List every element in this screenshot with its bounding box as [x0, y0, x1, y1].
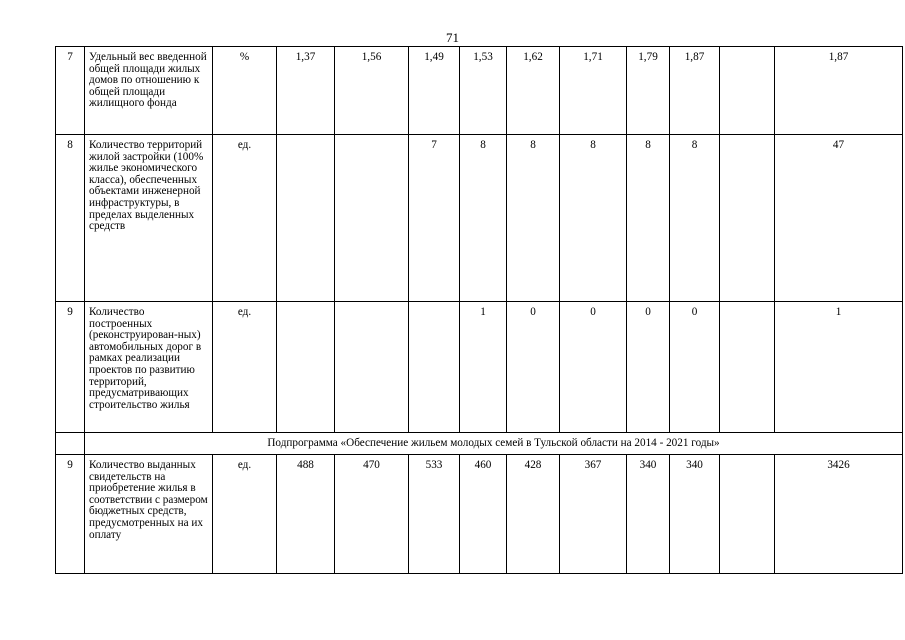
value-cell: [409, 302, 460, 433]
table-row: [56, 135, 903, 302]
value-cell: 8: [627, 135, 670, 302]
total-cell: 1,87: [775, 47, 903, 135]
value-cell: 340: [670, 455, 720, 574]
value-cell: 8: [670, 135, 720, 302]
value-cell: [720, 47, 775, 135]
row-number: 9: [56, 455, 85, 574]
value-cell: [277, 135, 335, 302]
table-row: [56, 302, 903, 433]
value-cell: 1,37: [277, 47, 335, 135]
value-cell: 8: [460, 135, 507, 302]
value-cell: 488: [277, 455, 335, 574]
value-cell: 340: [627, 455, 670, 574]
total-cell: 1: [775, 302, 903, 433]
unit-cell: %: [213, 47, 277, 135]
total-cell: 47: [775, 135, 903, 302]
value-cell: 533: [409, 455, 460, 574]
unit-cell: ед.: [213, 302, 277, 433]
indicators-table: [55, 46, 903, 574]
value-cell: 460: [460, 455, 507, 574]
row-number: 7: [56, 47, 85, 135]
value-cell: 8: [560, 135, 627, 302]
value-cell: [335, 135, 409, 302]
value-cell: 0: [670, 302, 720, 433]
row-number: 9: [56, 302, 85, 433]
subprogram-title: Подпрограмма «Обеспечение жильем молодых семей в Тульской области на 2014 - 2021 годы»: [85, 433, 903, 455]
indicator-name: Количество построенных (реконструирован-ных) автомобильных дорог в рамках реализации проектов по развитию территорий, предусматривающих строительство жилья: [85, 302, 213, 433]
value-cell: 1,79: [627, 47, 670, 135]
value-cell: 1,62: [507, 47, 560, 135]
value-cell: [720, 302, 775, 433]
value-cell: 1: [460, 302, 507, 433]
row-number: 8: [56, 135, 85, 302]
value-cell: 367: [560, 455, 627, 574]
value-cell: 470: [335, 455, 409, 574]
value-cell: [335, 302, 409, 433]
total-cell: 3426: [775, 455, 903, 574]
subprogram-spacer-cell: [56, 433, 85, 455]
value-cell: 428: [507, 455, 560, 574]
value-cell: [720, 455, 775, 574]
value-cell: 1,49: [409, 47, 460, 135]
value-cell: [277, 302, 335, 433]
table-row: [56, 455, 903, 574]
subprogram-header-row: [56, 433, 903, 455]
table-row: [56, 47, 903, 135]
page-number: 71: [446, 30, 459, 45]
value-cell: 1,56: [335, 47, 409, 135]
value-cell: 1,71: [560, 47, 627, 135]
value-cell: 8: [507, 135, 560, 302]
unit-cell: ед.: [213, 455, 277, 574]
value-cell: 0: [627, 302, 670, 433]
indicator-name: Удельный вес введенной общей площади жилых домов по отношению к общей площади жилищного фонда: [85, 47, 213, 135]
indicator-name: Количество территорий жилой застройки (100% жилье экономического класса), обеспеченных объектами инженерной инфраструктуры, в пределах выделенных средств: [85, 135, 213, 302]
value-cell: [720, 135, 775, 302]
value-cell: 1,87: [670, 47, 720, 135]
value-cell: 0: [560, 302, 627, 433]
value-cell: 1,53: [460, 47, 507, 135]
value-cell: 0: [507, 302, 560, 433]
indicator-name: Количество выданных свидетельств на приобретение жилья в соответствии с размером бюджетных средств, предусмотренных на их оплату: [85, 455, 213, 574]
unit-cell: ед.: [213, 135, 277, 302]
value-cell: 7: [409, 135, 460, 302]
